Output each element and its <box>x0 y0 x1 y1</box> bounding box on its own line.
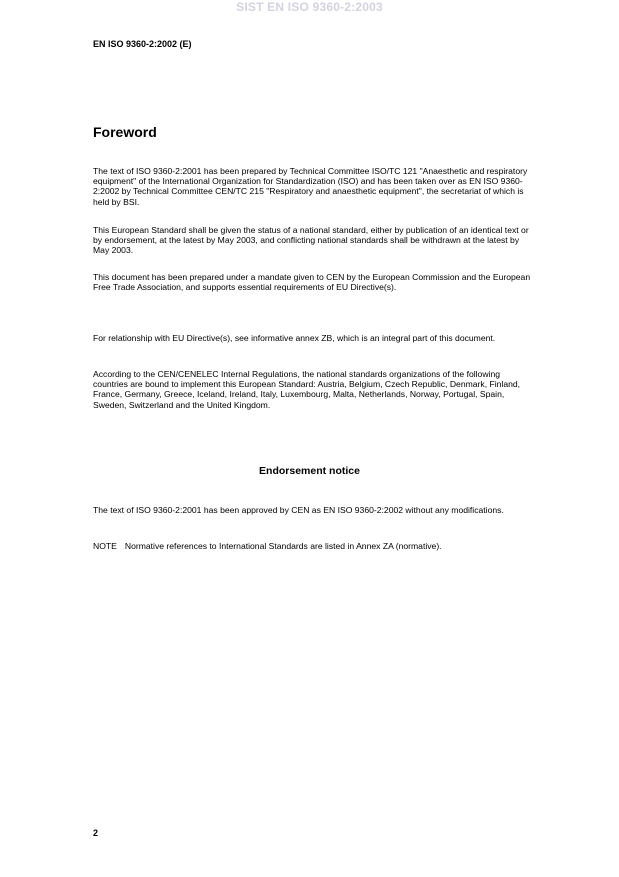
foreword-paragraph-1: The text of ISO 9360-2:2001 has been prepared by Technical Committee ISO/TC 121 "Anaesthetic and respiratory equipment" of the International Organization for Standardization (ISO) and has been taken over as EN ISO 9360-2:2002 by Technical Committee CEN/TC 215 "Respiratory and anaesthetic equipment", the secretariat of which is held by BSI. <box>93 166 528 207</box>
endorsement-text: The text of ISO 9360-2:2001 has been approved by CEN as EN ISO 9360-2:2002 without any modifications. <box>93 505 504 515</box>
page-number: 2 <box>93 828 99 838</box>
watermark: SIST EN ISO 9360-2:2003 <box>236 0 383 14</box>
foreword-paragraph-2: This European Standard shall be given the status of a national standard, either by publication of an identical text or by endorsement, at the latest by May 2003, and conflicting national standards shall be withdrawn at the latest by May 2003. <box>93 225 529 256</box>
foreword-paragraph-5: According to the CEN/CENELEC Internal Regulations, the national standards organizations of the following countries are bound to implement this European Standard: Austria, Belgium, Czech Republic, Denmark, Finland, France, Germany, Greece, Iceland, Ireland, Italy, Luxembourg, Malta, Netherlands, Norway, Portugal, Spain, Sweden, Switzerland and the United Kingdom. <box>93 369 521 410</box>
foreword-paragraph-4: For relationship with EU Directive(s), see informative annex ZB, which is an integral part of this document. <box>93 333 496 343</box>
document-header: EN ISO 9360-2:2002 (E) <box>93 39 192 49</box>
foreword-title: Foreword <box>93 124 157 140</box>
note-text: Normative references to International Standards are listed in Annex ZA (normative). <box>124 541 442 551</box>
note-label: NOTE <box>93 541 117 551</box>
foreword-paragraph-3: This document has been prepared under a mandate given to CEN by the European Commission and the European Free Trade Association, and supports essential requirements of EU Directive(s). <box>93 272 531 293</box>
endorsement-title: Endorsement notice <box>259 465 360 477</box>
note <box>93 541 533 551</box>
